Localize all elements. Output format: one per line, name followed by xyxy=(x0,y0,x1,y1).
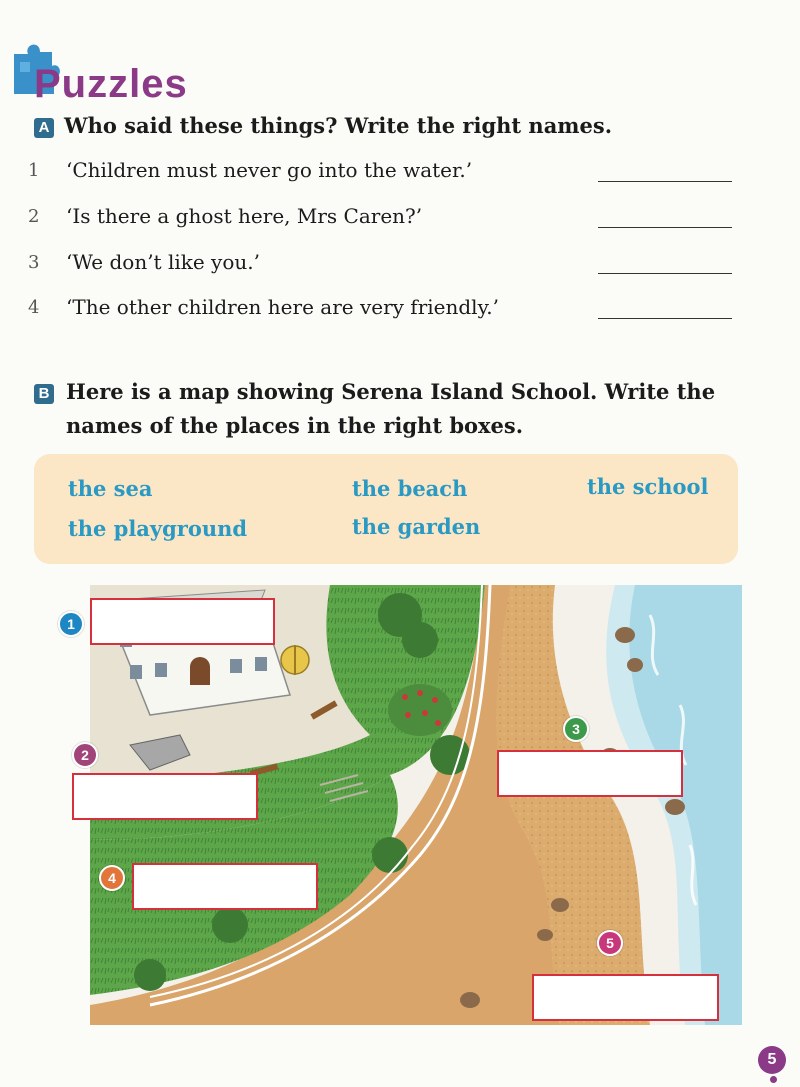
question-text: ‘Children must never go into the water.’ xyxy=(66,158,473,182)
map-marker-5: 5 xyxy=(597,930,623,956)
question-text: ‘The other children here are very friendly.’ xyxy=(66,295,499,319)
page-title: Puzzles xyxy=(34,62,188,106)
word-bank xyxy=(34,454,738,564)
answer-blank-2[interactable] xyxy=(598,226,732,228)
answer-blank-1[interactable] xyxy=(598,180,732,182)
section-b-instruction-line2: names of the places in the right boxes. xyxy=(66,413,524,438)
question-row xyxy=(28,250,738,280)
question-row xyxy=(28,204,738,234)
map-marker-2: 2 xyxy=(72,742,98,768)
section-a-badge: A xyxy=(34,118,54,138)
puzzles-logo xyxy=(6,26,226,106)
section-a-instruction: Who said these things? Write the right names. xyxy=(64,113,613,138)
question-number: 2 xyxy=(28,206,40,227)
question-number: 1 xyxy=(28,160,40,181)
word-bank-item: the school xyxy=(587,474,709,499)
page-number-dot xyxy=(770,1076,777,1083)
question-text: ‘Is there a ghost here, Mrs Caren?’ xyxy=(66,204,423,228)
question-number: 4 xyxy=(28,297,40,318)
question-row xyxy=(28,295,738,325)
map-answer-box-2[interactable] xyxy=(72,773,258,820)
word-bank-item: the sea xyxy=(68,476,153,501)
question-row xyxy=(28,158,738,188)
section-b-instruction-line1: Here is a map showing Serena Island School. Write the xyxy=(66,379,716,404)
map-marker-4: 4 xyxy=(99,865,125,891)
word-bank-item: the beach xyxy=(352,476,468,501)
map-answer-box-3[interactable] xyxy=(497,750,683,797)
question-text: ‘We don’t like you.’ xyxy=(66,250,260,274)
map-answer-box-1[interactable] xyxy=(90,598,275,645)
page-number: 5 xyxy=(758,1046,786,1074)
map-marker-3: 3 xyxy=(563,716,589,742)
answer-blank-4[interactable] xyxy=(598,317,732,319)
word-bank-item: the garden xyxy=(352,514,481,539)
answer-blank-3[interactable] xyxy=(598,272,732,274)
map-answer-box-5[interactable] xyxy=(532,974,719,1021)
word-bank-item: the playground xyxy=(68,516,248,541)
map-marker-1: 1 xyxy=(58,611,84,637)
map-answer-box-4[interactable] xyxy=(132,863,318,910)
question-number: 3 xyxy=(28,252,40,273)
section-b-badge: B xyxy=(34,384,54,404)
